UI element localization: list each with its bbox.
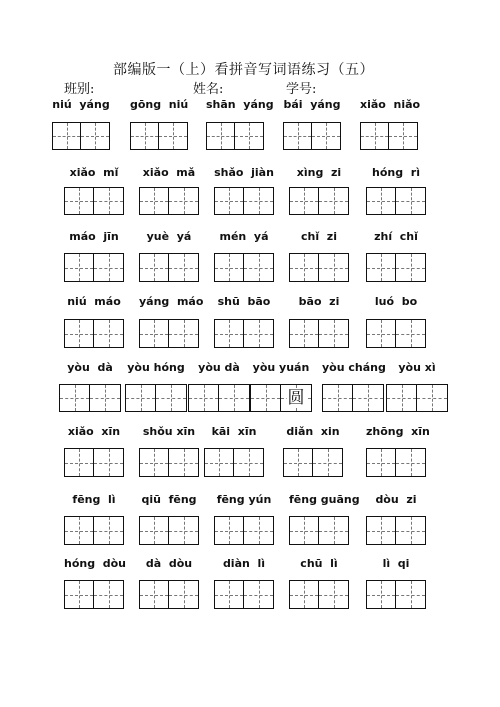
pinyin-label: yòu dà — [198, 361, 240, 374]
pinyin-label: gōng niú — [130, 98, 189, 111]
character-writing-box[interactable] — [94, 319, 124, 348]
name-label: 姓名: — [193, 82, 224, 97]
character-writing-box[interactable] — [81, 122, 110, 150]
character-box-group — [64, 187, 124, 215]
character-writing-box[interactable] — [396, 187, 426, 215]
character-writing-box[interactable] — [289, 253, 319, 282]
character-writing-box[interactable] — [139, 319, 169, 348]
character-writing-box[interactable] — [214, 516, 244, 545]
character-writing-box[interactable] — [64, 516, 94, 545]
character-box-group — [64, 319, 124, 348]
character-writing-box[interactable] — [169, 448, 199, 477]
character-writing-box[interactable] — [353, 384, 384, 412]
character-box-group — [214, 319, 274, 348]
word-item — [130, 98, 188, 150]
character-box-group — [366, 580, 426, 609]
character-box-group — [289, 319, 349, 348]
character-writing-box[interactable] — [366, 187, 396, 215]
character-writing-box[interactable] — [366, 580, 396, 609]
character-writing-box[interactable] — [283, 448, 313, 477]
word-item — [386, 361, 448, 412]
character-writing-box[interactable] — [289, 580, 319, 609]
character-writing-box[interactable] — [289, 187, 319, 215]
character-writing-box[interactable] — [386, 384, 417, 412]
character-box-group — [139, 187, 199, 215]
character-box-group — [188, 384, 250, 412]
word-item — [214, 295, 274, 348]
character-writing-box[interactable] — [312, 122, 341, 150]
pinyin-label: shān yáng — [206, 98, 274, 111]
character-writing-box[interactable] — [366, 319, 396, 348]
character-box-group — [322, 384, 384, 412]
pinyin-label: fēng lì — [72, 493, 116, 506]
character-writing-box[interactable] — [417, 384, 448, 412]
character-box-group — [204, 448, 264, 477]
character-writing-box[interactable] — [319, 516, 349, 545]
pinyin-label: niú yáng — [52, 98, 110, 111]
character-writing-box[interactable] — [64, 580, 94, 609]
character-box-group — [366, 448, 426, 477]
character-writing-box[interactable] — [396, 448, 426, 477]
character-box-group — [64, 580, 124, 609]
character-box-group — [59, 384, 121, 412]
pinyin-label: kāi xīn — [211, 425, 257, 438]
word-item — [289, 295, 349, 348]
character-writing-box[interactable] — [360, 122, 389, 150]
character-writing-box[interactable] — [214, 253, 244, 282]
character-writing-box[interactable] — [366, 516, 396, 545]
character-writing-box[interactable] — [94, 580, 124, 609]
character-box-group — [366, 187, 426, 215]
character-box-group — [366, 253, 426, 282]
pinyin-label: yuè yá — [146, 230, 192, 243]
student-id-label: 学号: — [286, 82, 317, 97]
character-writing-box[interactable] — [139, 253, 169, 282]
character-box-group — [214, 580, 274, 609]
word-item — [366, 295, 426, 348]
pinyin-label: chǐ zi — [301, 230, 337, 243]
word-item — [52, 98, 110, 150]
character-writing-box[interactable] — [322, 384, 353, 412]
character-box-group — [125, 384, 187, 412]
character-box-group — [366, 319, 426, 348]
word-item — [64, 166, 124, 215]
pinyin-label: bái yáng — [283, 98, 341, 111]
word-item — [283, 425, 343, 477]
word-item — [188, 361, 250, 412]
character-writing-box[interactable] — [125, 384, 156, 412]
word-item — [283, 98, 341, 150]
character-box-group — [139, 448, 199, 477]
character-writing-box[interactable] — [169, 516, 199, 545]
word-item — [64, 557, 127, 609]
character-writing-box[interactable] — [214, 319, 244, 348]
pinyin-label: mén yá — [219, 230, 269, 243]
pinyin-label: fēng yún — [216, 493, 272, 506]
word-item — [64, 493, 124, 545]
character-box-group — [214, 516, 274, 545]
word-item — [125, 361, 187, 412]
class-label: 班别: — [64, 82, 95, 97]
character-writing-box[interactable] — [64, 448, 94, 477]
character-writing-box[interactable] — [244, 516, 274, 545]
character-box-group — [130, 122, 188, 150]
pinyin-label: dà dòu — [145, 557, 193, 570]
character-box-group — [289, 187, 349, 215]
pinyin-label: lì qi — [382, 557, 410, 570]
character-writing-box[interactable] — [234, 448, 264, 477]
pinyin-label: shǎo jiàn — [214, 166, 274, 179]
word-item — [206, 98, 274, 150]
character-writing-box[interactable] — [244, 319, 274, 348]
word-item — [139, 557, 199, 609]
pinyin-label: dòu zi — [375, 493, 417, 506]
pinyin-label: bāo zi — [298, 295, 340, 308]
character-box-group — [289, 253, 349, 282]
pinyin-label: diàn lì — [222, 557, 266, 570]
character-box-group — [139, 319, 199, 348]
character-writing-box[interactable] — [319, 187, 349, 215]
word-item — [139, 425, 199, 477]
pinyin-label: yòu xì — [398, 361, 436, 374]
word-item — [366, 230, 426, 282]
character-writing-box[interactable] — [139, 448, 169, 477]
pinyin-label: shū bāo — [217, 295, 271, 308]
character-writing-box[interactable] — [289, 319, 319, 348]
word-item — [64, 295, 124, 348]
pinyin-label: hóng dòu — [64, 557, 127, 570]
pinyin-label: yáng máo — [139, 295, 204, 308]
pinyin-label: hóng rì — [372, 166, 420, 179]
character-box-group — [206, 122, 264, 150]
pinyin-label: xiǎo xīn — [67, 425, 121, 438]
character-writing-box[interactable] — [188, 384, 219, 412]
character-writing-box[interactable] — [156, 384, 187, 412]
character-box-group — [139, 580, 199, 609]
word-item — [289, 230, 349, 282]
pinyin-label: zhōng xīn — [366, 425, 430, 438]
word-item — [139, 166, 199, 215]
pinyin-label: máo jīn — [69, 230, 119, 243]
character-box-group — [289, 516, 349, 545]
word-item — [289, 493, 360, 545]
character-writing-box[interactable] — [366, 448, 396, 477]
word-item — [139, 493, 199, 545]
character-writing-box[interactable] — [396, 319, 426, 348]
character-box-group — [283, 122, 341, 150]
word-item — [214, 557, 274, 609]
character-writing-box[interactable] — [206, 122, 235, 150]
character-writing-box[interactable] — [366, 253, 396, 282]
pinyin-label: yòu dà — [67, 361, 113, 374]
character-box-group — [289, 580, 349, 609]
character-writing-box[interactable] — [214, 187, 244, 215]
filled-character: 圆 — [287, 388, 305, 408]
word-item — [366, 493, 426, 545]
character-writing-box[interactable] — [130, 122, 159, 150]
character-box-group — [64, 516, 124, 545]
word-item — [322, 361, 384, 412]
character-writing-box[interactable] — [94, 253, 124, 282]
character-box-group — [283, 448, 343, 477]
character-writing-box[interactable] — [219, 384, 250, 412]
character-box-group — [64, 448, 124, 477]
character-writing-box[interactable] — [139, 516, 169, 545]
pinyin-label: xiǎo mǐ — [69, 166, 119, 179]
word-item — [204, 425, 264, 477]
pinyin-label: xiǎo mǎ — [142, 166, 196, 179]
character-writing-box[interactable] — [319, 580, 349, 609]
character-writing-box[interactable] — [169, 580, 199, 609]
character-box-group — [250, 384, 312, 412]
character-box-group — [139, 516, 199, 545]
word-item — [366, 166, 426, 215]
character-writing-box[interactable] — [64, 319, 94, 348]
character-writing-box[interactable] — [64, 253, 94, 282]
character-box-group — [360, 122, 418, 150]
character-writing-box[interactable] — [139, 580, 169, 609]
character-writing-box[interactable] — [169, 187, 199, 215]
character-writing-box[interactable] — [59, 384, 90, 412]
character-writing-box[interactable] — [94, 187, 124, 215]
character-writing-box[interactable] — [64, 187, 94, 215]
pinyin-label: fēng guāng — [289, 493, 360, 506]
character-writing-box[interactable] — [389, 122, 418, 150]
word-item — [59, 361, 121, 412]
character-writing-box[interactable] — [396, 580, 426, 609]
word-item — [250, 361, 312, 412]
character-box-group — [386, 384, 448, 412]
character-writing-box[interactable] — [204, 448, 234, 477]
word-item — [139, 230, 199, 282]
pinyin-label: yòu cháng — [322, 361, 386, 374]
character-writing-box[interactable] — [159, 122, 188, 150]
word-item — [214, 230, 274, 282]
character-box-group — [366, 516, 426, 545]
character-writing-box[interactable] — [169, 253, 199, 282]
pinyin-label: diǎn xin — [286, 425, 340, 438]
character-writing-box[interactable] — [283, 122, 312, 150]
character-writing-box[interactable] — [214, 580, 244, 609]
character-writing-box[interactable] — [52, 122, 81, 150]
character-writing-box[interactable] — [139, 187, 169, 215]
character-writing-box[interactable] — [90, 384, 121, 412]
character-writing-box[interactable] — [396, 253, 426, 282]
word-item — [366, 425, 430, 477]
pinyin-label: yòu yuán — [252, 361, 310, 374]
pinyin-label: niú máo — [67, 295, 121, 308]
character-writing-box[interactable] — [313, 448, 343, 477]
pinyin-label: shǒu xīn — [142, 425, 196, 438]
character-writing-box[interactable] — [244, 187, 274, 215]
character-box-group — [214, 187, 274, 215]
character-writing-box[interactable] — [169, 319, 199, 348]
character-writing-box[interactable] — [235, 122, 264, 150]
word-item — [64, 230, 124, 282]
character-box-group — [139, 253, 199, 282]
word-item — [64, 425, 124, 477]
pinyin-label: qiū fēng — [141, 493, 197, 506]
pinyin-label: xiǎo niǎo — [360, 98, 421, 111]
pinyin-label: yòu hóng — [127, 361, 185, 374]
character-box-group — [64, 253, 124, 282]
word-item — [289, 557, 349, 609]
pinyin-label: chū lì — [300, 557, 338, 570]
worksheet-title: 部编版一（上）看拼音写词语练习（五） — [113, 62, 374, 78]
character-writing-box[interactable] — [244, 253, 274, 282]
character-box-group — [214, 253, 274, 282]
character-writing-box[interactable] — [281, 384, 312, 412]
character-writing-box[interactable] — [94, 516, 124, 545]
character-writing-box[interactable] — [250, 384, 281, 412]
pinyin-label: zhí chǐ — [374, 230, 418, 243]
character-writing-box[interactable] — [289, 516, 319, 545]
word-item — [139, 295, 204, 348]
word-item — [289, 166, 349, 215]
pinyin-label: luó bo — [374, 295, 418, 308]
word-item — [366, 557, 426, 609]
pinyin-label: xìng zi — [296, 166, 342, 179]
character-writing-box[interactable] — [319, 319, 349, 348]
character-writing-box[interactable] — [244, 580, 274, 609]
character-writing-box[interactable] — [319, 253, 349, 282]
character-writing-box[interactable] — [94, 448, 124, 477]
word-item — [360, 98, 421, 150]
word-item — [214, 493, 274, 545]
character-writing-box[interactable] — [396, 516, 426, 545]
word-item — [214, 166, 274, 215]
character-box-group — [52, 122, 110, 150]
